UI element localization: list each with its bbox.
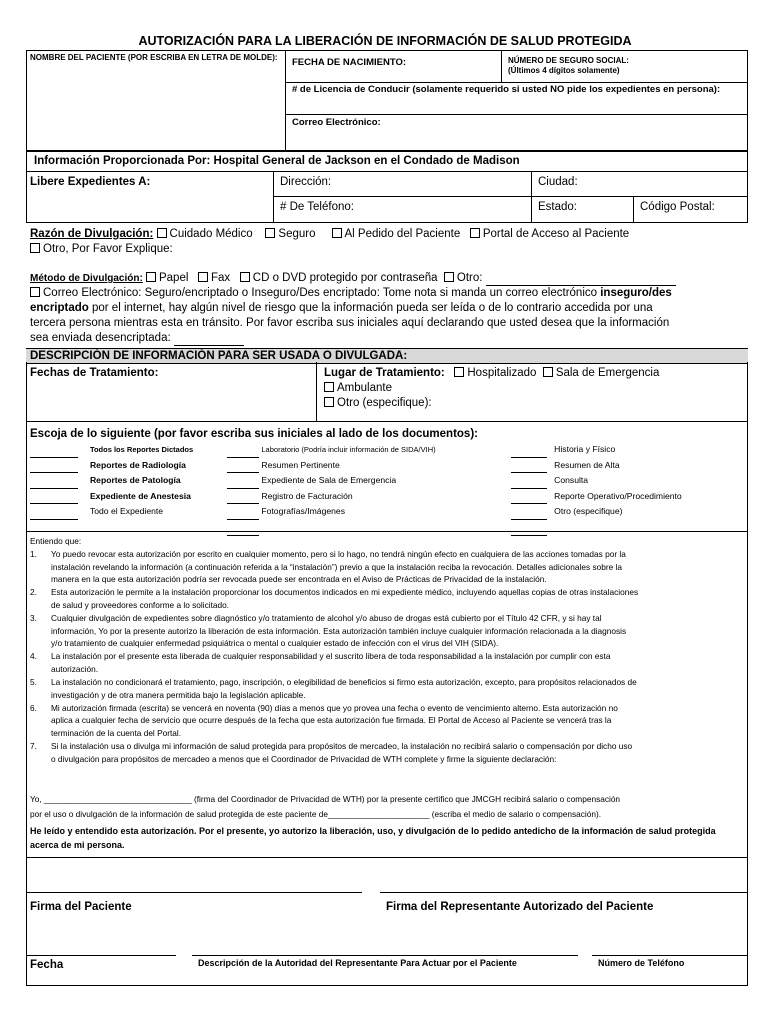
date-label: Fecha (30, 959, 64, 971)
patient-signature-field[interactable] (30, 900, 132, 914)
legal-item-text (51, 702, 770, 740)
doc-item[interactable] (227, 442, 512, 458)
doc-item[interactable] (227, 473, 512, 489)
phone-field[interactable] (280, 200, 354, 214)
dob-field[interactable] (292, 57, 406, 69)
legal-item-line: Mi autorización firmada (escrita) se vencerá en noventa (90) días a menos que yo provea una fecha o evento de vencimiento alterno. Esta autorización no (51, 702, 618, 713)
description-header: DESCRIPCIÓN DE INFORMACIÓN PARA SER USADA O DIVULGADA: (30, 350, 408, 362)
legal-item-line: La instalación por el presente esta liberada de cualquier responsabilidad y el suscrito libera de toda responsabilidad a la instalación por cumplir con esta (51, 651, 611, 662)
treatment-dates-field[interactable] (30, 366, 158, 380)
legal-item-line: Si la instalación usa o divulga mi información de salud protegida para propósitos de mercadeo, la instalación no recibirá salario o compensación por dicho uso (51, 741, 633, 751)
checkbox-inpatient[interactable] (454, 367, 464, 377)
authority-field[interactable] (198, 958, 517, 968)
checkbox-paper[interactable] (146, 272, 156, 282)
checkbox-ambulatory[interactable] (324, 382, 334, 392)
date-field[interactable] (30, 958, 63, 972)
phone-number-label: Número de Teléfono (598, 958, 685, 968)
city-field[interactable] (538, 175, 578, 189)
phone-number-field[interactable] (598, 958, 684, 968)
checkbox-email[interactable] (30, 287, 40, 297)
legal-item-line: investigación y de otra manera permitida bajo la legislación aplicable. (51, 689, 306, 700)
checkbox-reason-other[interactable] (30, 243, 40, 253)
doc-label: Fotografías/Imágenes (261, 506, 345, 517)
doc-label: Consulta (554, 475, 589, 486)
checkbox-method-other[interactable] (444, 272, 454, 282)
method-row (30, 271, 750, 286)
email-text-1: Correo Electrónico: Seguro/encriptado o Inseguro/Des encriptado: Tome nota si manda un correo electrónico (43, 287, 601, 299)
doc-label: Reportes de Radiología (89, 459, 186, 470)
doc-label: Resumen Pertinente (261, 459, 340, 470)
address-label: Dirección: (280, 176, 332, 188)
email-text-3: tercera persona mientras esta en tránsito. Por favor escriba sus iniciales aquí declarando que usted desea que la información (30, 317, 670, 329)
doc-label: Expediente de Anestesia (89, 490, 191, 501)
legal-item-line: autorización. (51, 663, 99, 674)
rep-signature-field[interactable] (386, 900, 653, 914)
doc-item[interactable] (30, 473, 260, 489)
email-text-4: sea enviada desencriptada: (30, 332, 171, 344)
checkbox-emergency[interactable] (543, 367, 553, 377)
reason-opt-portal: Portal de Acceso al Paciente (482, 228, 630, 240)
checkbox-patient-portal[interactable] (470, 228, 480, 238)
place-opt-emergency: Sala de Emergencia (555, 367, 660, 379)
form-title: AUTORIZACIÓN PARA LA LIBERACIÓN DE INFORMACIÓN DE SALUD PROTEGIDA (138, 34, 632, 48)
legal-item-line: manera en la que esta autorización podría ser revocada puede ser encontrada en el Aviso de Prácticas de Privacidad de la instalación. (51, 574, 547, 585)
legal-item-line: y/o tratamiento de cualquier enfermedad psiquiátrica o mental o cualquier estado de infección con el virus del VIH (SIDA). (51, 638, 499, 649)
phone-label: # De Teléfono: (280, 201, 354, 213)
method-opt-fax: Fax (211, 272, 231, 284)
patient-name-label: NOMBRE DEL PACIENTE (POR ESCRIBA EN LETRA DE MOLDE): (30, 53, 278, 62)
release-to-label: Libere Expedientes A: (30, 176, 151, 188)
email-field[interactable] (292, 117, 381, 129)
authority-label: Descripción de la Autoridad del Representante Para Actuar por el Paciente (198, 958, 517, 968)
legal-item-line: terminación de la cuenta del Portal. (51, 727, 182, 738)
doc-item[interactable] (30, 489, 260, 505)
method-email-block (30, 286, 746, 346)
doc-label: Resumen de Alta (554, 459, 620, 470)
place-other-row (324, 396, 432, 410)
provider-label: Información Proporcionada Por: Hospital General de Jackson en el Condado de Madison (34, 155, 520, 167)
legal-item-text (51, 740, 770, 765)
doc-item[interactable] (511, 458, 747, 474)
doc-label: Reporte Operativo/Procedimiento (554, 490, 682, 501)
license-field[interactable] (292, 84, 742, 96)
initials-line[interactable] (30, 519, 78, 520)
treatment-place-row (324, 366, 659, 380)
reason-opt-other: Otro, Por Favor Explique: (43, 243, 173, 255)
reason-row (30, 227, 750, 241)
treatment-dates-label: Fechas de Tratamiento: (30, 367, 159, 379)
legal-intro: Entiendo que: (30, 536, 82, 546)
license-label: # de Licencia de Conducir (solamente requerido si usted NO pide los expedientes en persona): (292, 84, 721, 95)
legal-item-line: Cualquier divulgación de expedientes sobre diagnóstico y/o tratamiento de alcohol y/o abuso de drogas está cubierto por el Título 42 CFR, y si hay tal (51, 613, 602, 623)
checkbox-fax[interactable] (198, 272, 208, 282)
legal-item-line: Esta autorización le permite a la instalación proporcionar los documentos indicados en mi expediente médico, incluyendo aquellas copias de otras instalaciones (51, 587, 639, 598)
docs-instruction: Escoja de lo siguiente (por favor escriba sus iniciales al lado de los documentos): (30, 428, 478, 440)
legal-item-text (51, 586, 770, 611)
legal-ack: He leído y entendido esta autorización. Por el presente, yo autorizo la liberación, uso, y divulgación de lo pedido antedicho de la información de salud protegida acerca de mi persona. (30, 826, 716, 850)
dob-label: FECHA DE NACIMIENTO: (292, 57, 406, 68)
reason-opt-request: Al Pedido del Paciente (344, 228, 461, 240)
legal-item-text (51, 650, 770, 675)
patient-name-field[interactable] (30, 53, 282, 63)
doc-item[interactable] (30, 442, 260, 458)
ssn-sublabel: (Últimos 4 dígitos solamente) (508, 66, 620, 75)
treatment-place-label: Lugar de Tratamiento: (324, 367, 445, 379)
email-text-2: por el internet, hay algún nivel de riesgo que la información pueda ser leída o de lo contrario accedida por una (88, 302, 653, 314)
docs-col-2 (227, 442, 512, 536)
legal-yo-line: Yo, ________________________________ (firma del Coordinador de Privacidad de WTH) por la presente certifico que JMCGH recibirá salario o compensación (30, 794, 621, 804)
email-bold-2: encriptado (30, 302, 89, 314)
legal-item-line: información, Yo por la presente autorizo la liberación de esta información. Esta autorización también incluye cualquier información relacionada a la diagnosis (51, 625, 627, 636)
doc-label: Reportes de Patología (89, 475, 181, 486)
zip-field[interactable] (640, 200, 715, 214)
patient-signature-label: Firma del Paciente (30, 901, 132, 913)
checkbox-cd-dvd[interactable] (240, 272, 250, 282)
doc-label: Todos los Reportes Dictados (89, 445, 194, 454)
place-opt-other: Otro (especifique): (337, 397, 432, 409)
legal-item-line: Yo puedo revocar esta autorización por escrito en cualquier momento, pero si lo hago, no tendrá ningún efecto en cualquiera de las acciones tomadas por la (51, 549, 626, 559)
legal-item-text (51, 548, 770, 586)
doc-label: Otro (especifique) (554, 506, 623, 517)
email-label: Correo Electrónico: (292, 117, 381, 128)
doc-item[interactable] (227, 504, 512, 520)
docs-col-1 (30, 442, 260, 520)
legal-item-text (51, 676, 770, 701)
method-opt-other: Otro: (456, 272, 483, 284)
state-field[interactable] (538, 200, 577, 214)
doc-label: Historia y Físico (554, 444, 616, 454)
legal-item-line: o divulgación para propósitos de mercadeo a menos que el Coordinador de Privacidad de WTH complete y firme la siguiente declaración: (51, 753, 557, 764)
legal-item-number: 7. (30, 741, 37, 751)
doc-label: Expediente de Sala de Emergencia (261, 475, 397, 486)
ssn-label: NÚMERO DE SEGURO SOCIAL: (508, 56, 629, 65)
checkbox-place-other[interactable] (324, 397, 334, 407)
doc-item[interactable] (511, 504, 747, 520)
reason-other-row (30, 242, 173, 256)
checkbox-medical-care[interactable] (157, 228, 167, 238)
doc-label: Registro de Facturación (261, 490, 353, 501)
doc-item[interactable] (227, 458, 512, 474)
legal-item-number: 4. (30, 651, 37, 662)
legal-item-number: 5. (30, 677, 37, 687)
reason-label: Razón de Divulgación: (30, 228, 154, 240)
place-opt-inpatient: Hospitalizado (467, 367, 537, 379)
doc-item[interactable] (227, 489, 512, 505)
reason-opt-medical: Cuidado Médico (169, 228, 253, 240)
method-opt-paper: Papel (158, 272, 189, 284)
initials-input[interactable] (174, 345, 244, 346)
legal-item-line: La instalación no condicionará el tratamiento, pago, inscripción, o elegibilidad de beneficios si firmo esta autorización, excepto, para propósitos relacionados de (51, 677, 637, 687)
doc-label: Todo el Expediente (89, 506, 164, 517)
address-field[interactable] (280, 175, 331, 189)
place-opt-ambulatory: Ambulante (337, 382, 392, 394)
legal-item-number: 2. (30, 587, 37, 598)
checkbox-patient-request[interactable] (332, 228, 342, 238)
legal-use-line: por el uso o divulgación de la información de salud protegida de este paciente de______________________ (escriba el medio de salario o compensación). (30, 809, 602, 819)
legal-item-number: 1. (30, 549, 37, 559)
docs-col-3 (511, 442, 747, 536)
doc-label: Laboratorio (Podría incluir información de SIDA/VIH) (261, 445, 436, 454)
email-bold-1: inseguro/des (600, 287, 672, 299)
city-label: Ciudad: (538, 176, 578, 188)
checkbox-insurance[interactable] (265, 228, 275, 238)
method-label: Método de Divulgación: (30, 273, 143, 284)
legal-item-line: instalación revelando la información (a continuación referida a la “instalación”) previo a que la instalación reciba la revocación. Detalles adicionales sobre la (51, 561, 622, 572)
legal-item-number: 3. (30, 613, 37, 623)
ssn-field[interactable] (508, 56, 746, 76)
legal-item-text (51, 612, 770, 650)
doc-item[interactable] (511, 442, 747, 458)
zip-label: Código Postal: (640, 201, 715, 213)
doc-item[interactable] (30, 458, 260, 474)
method-opt-cd: CD o DVD protegido por contraseña (252, 272, 438, 284)
reason-opt-insurance: Seguro (278, 228, 316, 240)
legal-item-line: aplica a cualquier fecha de servicio que ocurre después de la fecha que esta autorización fue firmada. El Portal de Acceso al Paciente se vencerá tras la (51, 715, 612, 726)
rep-signature-label: Firma del Representante Autorizado del Paciente (386, 901, 654, 913)
doc-item[interactable] (511, 489, 747, 505)
doc-item[interactable] (30, 504, 260, 520)
legal-item-line: de salud y proveedores conforme a lo solicitado. (51, 599, 230, 610)
state-label: Estado: (538, 201, 577, 213)
place-ambulatory-row (324, 381, 392, 395)
legal-item-number: 6. (30, 702, 37, 713)
doc-item[interactable] (511, 473, 747, 489)
